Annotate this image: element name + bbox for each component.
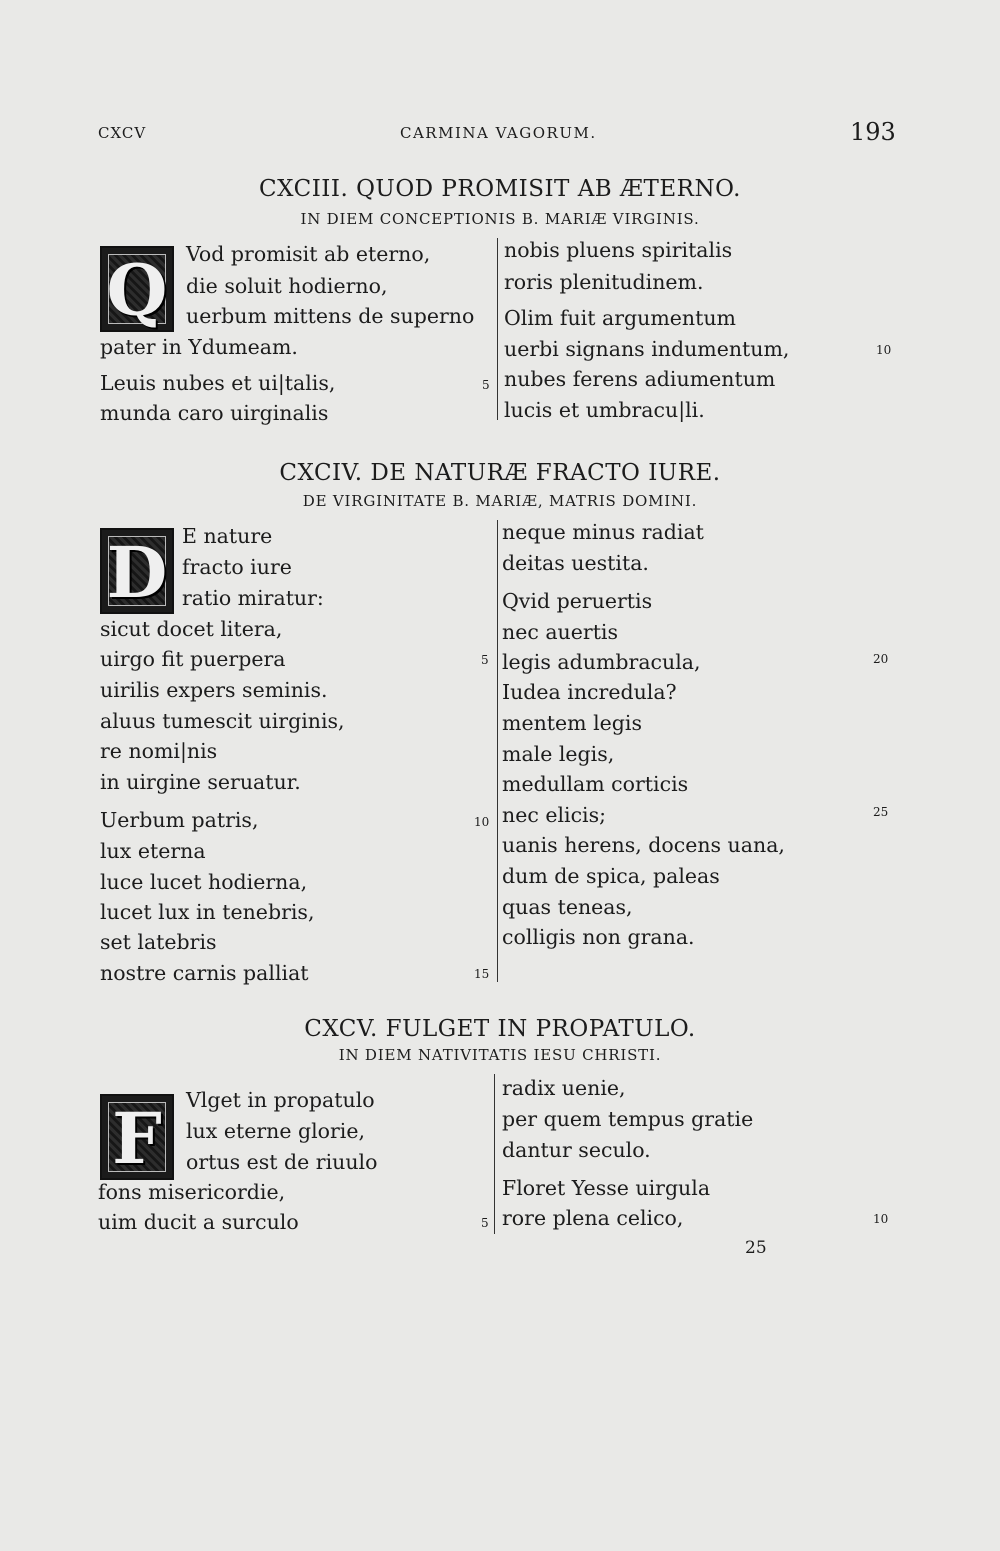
column-rule — [497, 238, 498, 420]
verse-line: aluus tumescit uirginis, — [100, 709, 345, 733]
poem-title: CXCIII. QUOD PROMISIT AB ÆTERNO. — [259, 176, 741, 202]
verse-line: sicut docet litera, — [100, 617, 283, 641]
verse-line: dum de spica, paleas — [502, 864, 720, 888]
decorated-initial-d: D — [100, 528, 174, 614]
verse-line: Iudea incredula? — [502, 680, 677, 704]
line-number: 25 — [873, 805, 889, 819]
column-rule — [497, 520, 498, 982]
poem-title: CXCIV. DE NATURÆ FRACTO IURE. — [279, 460, 721, 486]
verse-line: nubes ferens adiumentum — [504, 367, 776, 391]
verse-line: rore plena celico, — [502, 1206, 684, 1230]
verse-line: in uirgine seruatur. — [100, 770, 301, 794]
verse-line: lux eterne glorie, — [186, 1119, 366, 1143]
verse-line: per quem tempus gratie — [502, 1107, 754, 1131]
verse-line: lux eterna — [100, 839, 206, 863]
running-header-title: CARMINA VAGORUM. — [400, 124, 597, 142]
verse-line: uerbum mittens de superno — [186, 304, 475, 328]
verse-line: lucet lux in tenebris, — [100, 900, 315, 924]
verse-line: nec auertis — [502, 620, 619, 644]
verse-line: nec elicis; — [502, 803, 607, 827]
verse-line: mentem legis — [502, 711, 642, 735]
verse-line: nostre carnis palliat — [100, 961, 309, 985]
poem-title: CXCV. FULGET IN PROPATULO. — [304, 1016, 696, 1042]
verse-line: neque minus radiat — [502, 520, 704, 544]
line-number: 5 — [481, 653, 489, 667]
line-number: 15 — [474, 967, 490, 981]
line-number: 5 — [482, 378, 490, 392]
verse-line: ratio miratur: — [182, 586, 324, 610]
verse-line: set latebris — [100, 930, 217, 954]
line-number: 10 — [876, 343, 892, 357]
line-number: 5 — [481, 1216, 489, 1230]
verse-line: Qvid peruertis — [502, 589, 653, 613]
verse-line: lucis et umbracu|li. — [504, 398, 705, 422]
verse-line: legis adumbracula, — [502, 650, 701, 674]
column-rule — [494, 1074, 495, 1234]
line-number: 10 — [474, 815, 490, 829]
poem-subtitle: IN DIEM NATIVITATIS IESU CHRISTI. — [338, 1046, 662, 1064]
page-number: 193 — [850, 118, 896, 146]
verse-line: Vod promisit ab eterno, — [186, 242, 431, 266]
verse-line: medullam corticis — [502, 772, 689, 796]
verse-line: uerbi signans indumentum, — [504, 337, 790, 361]
verse-line: re nomi|nis — [100, 739, 218, 763]
verse-line: fracto iure — [182, 555, 292, 579]
verse-line: E nature — [182, 524, 273, 548]
line-number: 10 — [873, 1212, 889, 1226]
verse-line: die soluit hodierno, — [186, 274, 388, 298]
signature-mark: 25 — [745, 1238, 767, 1258]
verse-line: deitas uestita. — [502, 551, 649, 575]
verse-line: male legis, — [502, 742, 615, 766]
decorated-initial-q: Q — [100, 246, 174, 332]
verse-line: munda caro uirginalis — [100, 401, 329, 425]
verse-line: pater in Ydumeam. — [100, 335, 298, 359]
verse-line: ortus est de riuulo — [186, 1150, 378, 1174]
poem-subtitle: DE VIRGINITATE B. MARIÆ, MATRIS DOMINI. — [302, 492, 698, 510]
verse-line: quas teneas, — [502, 895, 633, 919]
verse-line: uirgo fit puerpera — [100, 647, 286, 671]
poem-subtitle: IN DIEM CONCEPTIONIS B. MARIÆ VIRGINIS. — [300, 210, 700, 228]
verse-line: uirilis expers seminis. — [100, 678, 328, 702]
verse-line: fons misericordie, — [98, 1180, 286, 1204]
verse-line: Olim fuit argumentum — [504, 306, 736, 330]
decorated-initial-f: F — [100, 1094, 174, 1180]
verse-line: Vlget in propatulo — [186, 1088, 375, 1112]
line-number: 20 — [873, 652, 889, 666]
verse-line: Uerbum patris, — [100, 808, 259, 832]
verse-line: uanis herens, docens uana, — [502, 833, 785, 857]
verse-line: Leuis nubes et ui|talis, — [100, 371, 336, 395]
verse-line: Floret Yesse uirgula — [502, 1176, 711, 1200]
verse-line: dantur seculo. — [502, 1138, 651, 1162]
verse-line: nobis pluens spiritalis — [504, 238, 733, 262]
running-header-section: CXCV — [98, 124, 147, 142]
verse-line: luce lucet hodierna, — [100, 870, 308, 894]
verse-line: colligis non grana. — [502, 925, 695, 949]
verse-line: radix uenie, — [502, 1076, 626, 1100]
verse-line: roris plenitudinem. — [504, 270, 704, 294]
verse-line: uim ducit a surculo — [98, 1210, 299, 1234]
